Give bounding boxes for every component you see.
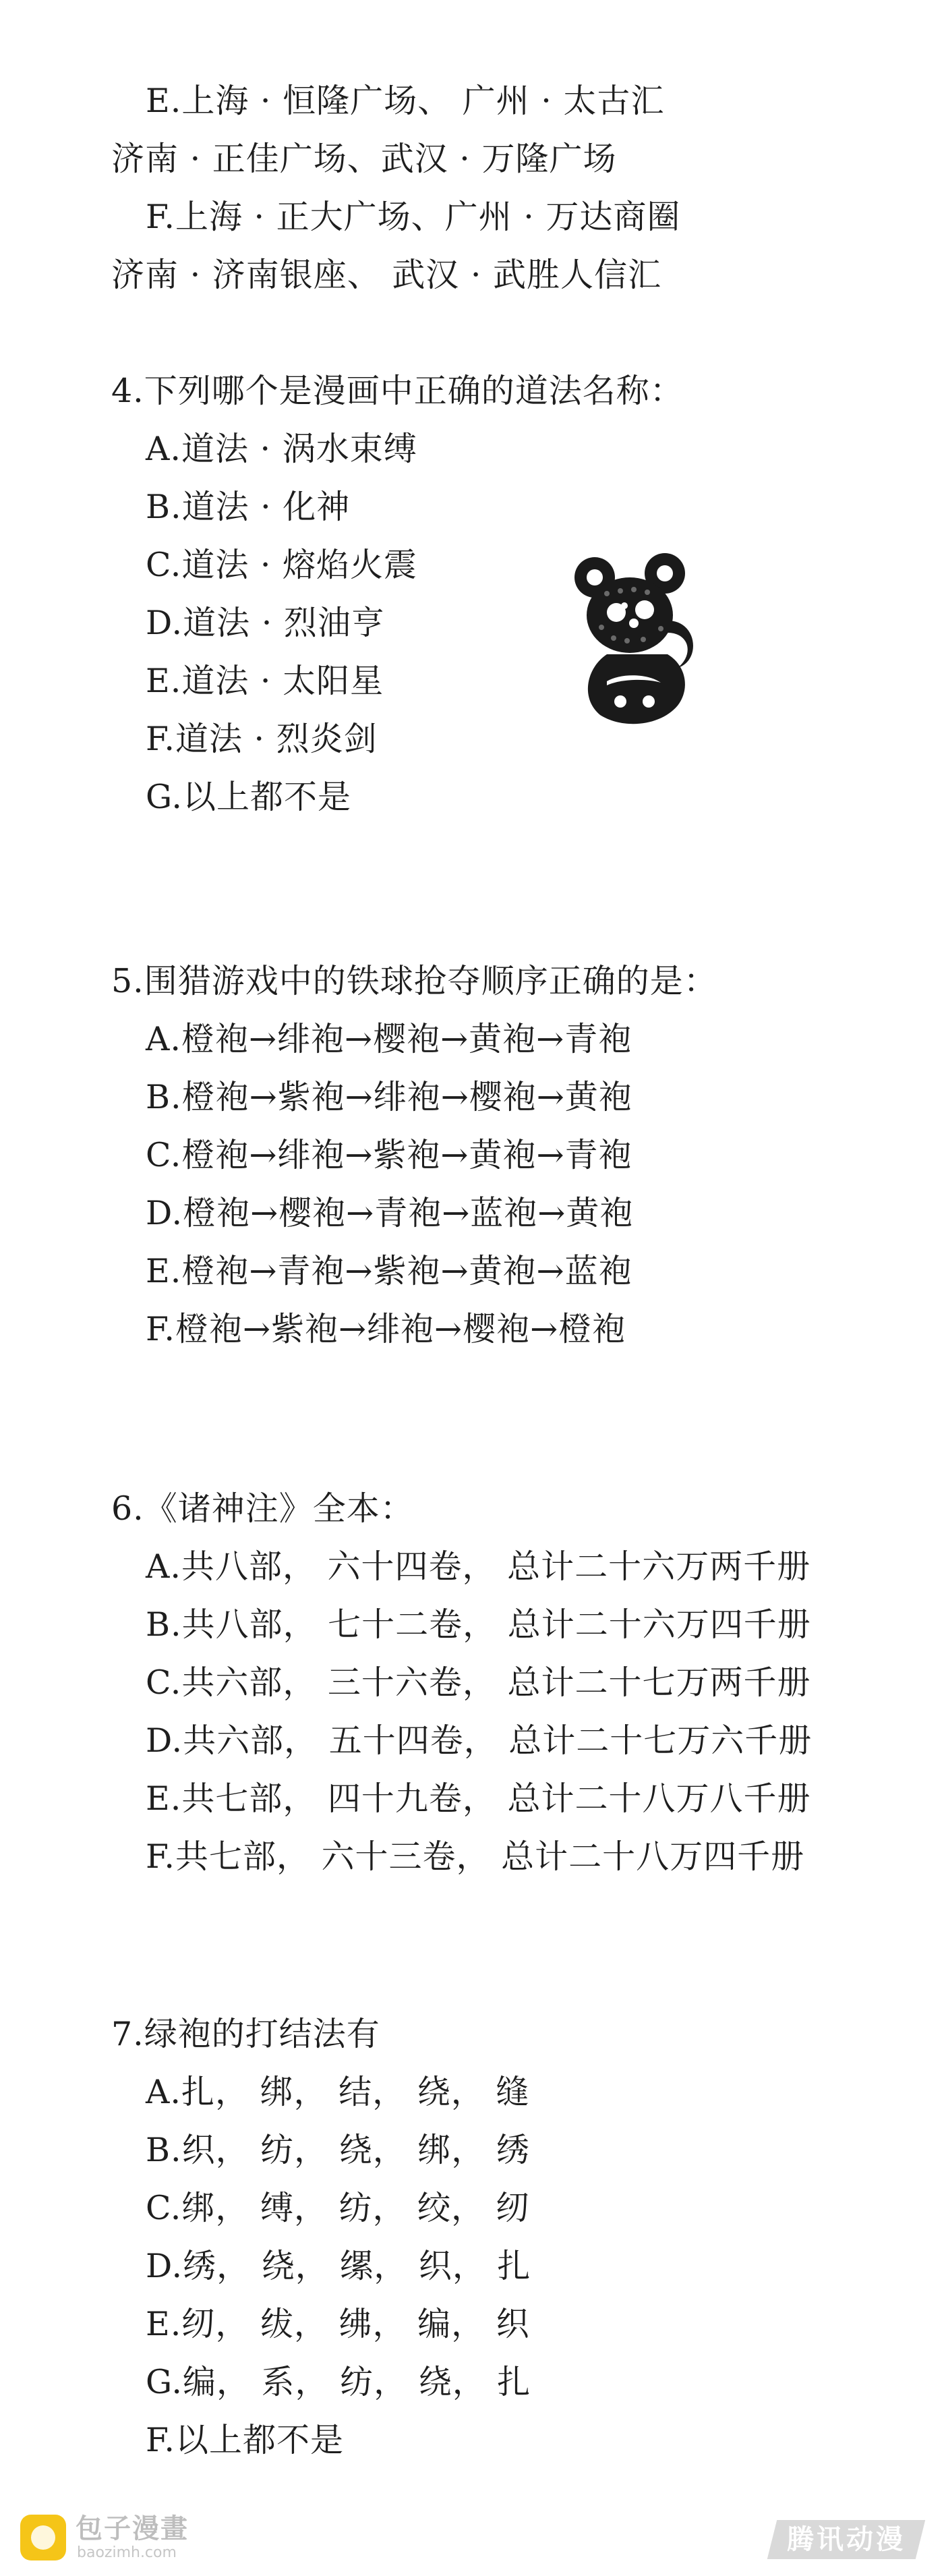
tencent-comic-label: 腾讯动漫 (787, 2524, 906, 2555)
q6-option-a: A.共八部， 六十四卷， 总计二十六万两千册 (146, 1547, 811, 1586)
q4-option-g: G.以上都不是 (146, 778, 351, 816)
q7-option-f: F.以上都不是 (146, 2421, 344, 2459)
q7-question: 7.绿袍的打结法有 (111, 2015, 380, 2053)
watermark-title: 包子漫畫 (76, 2513, 189, 2544)
q3-option-e-line2: 济南 · 正佳广场、武汉 · 万隆广场 (111, 140, 617, 178)
baozimh-watermark (20, 2512, 223, 2566)
q6-option-f: F.共七部， 六十三卷， 总计二十八万四千册 (146, 1837, 805, 1876)
q4-option-b: B.道法 · 化神 (146, 488, 351, 526)
q6-question: 6.《诸神注》全本： (111, 1489, 414, 1528)
q5-option-c: C.橙袍→绯袍→紫袍→黄袍→青袍 (146, 1136, 632, 1174)
q5-option-f: F.橙袍→紫袍→绯袍→樱袍→橙袍 (146, 1310, 626, 1348)
q3-option-e-line1: E.上海 · 恒隆广场、 广州 · 太古汇 (146, 82, 665, 120)
q7-option-e: E.纫， 绂， 绋， 编， 织 (146, 2305, 530, 2343)
q5-option-a: A.橙袍→绯袍→樱袍→黄袍→青袍 (146, 1020, 632, 1058)
q4-option-e: E.道法 · 太阳星 (146, 662, 384, 700)
q4-option-f: F.道法 · 烈炎剑 (146, 720, 378, 758)
q7-option-b: B.织， 纺， 绕， 绑， 绣 (146, 2131, 530, 2169)
q5-question: 5.围猎游戏中的铁球抢夺顺序正确的是： (111, 962, 717, 1000)
q6-option-c: C.共六部， 三十六卷， 总计二十七万两千册 (146, 1663, 811, 1702)
mascot-logo-icon (560, 553, 701, 728)
q3-option-f-line1: F.上海 · 正大广场、广州 · 万达商圈 (146, 198, 681, 236)
q7-option-g: G.编， 系， 纺， 绕， 扎 (146, 2363, 531, 2401)
q6-option-b: B.共八部， 七十二卷， 总计二十六万四千册 (146, 1605, 811, 1644)
baozi-logo-icon (20, 2515, 66, 2560)
q7-option-c: C.绑， 缚， 纺， 绞， 纫 (146, 2189, 530, 2227)
q4-option-a: A.道法 · 涡水束缚 (146, 430, 417, 468)
q5-option-e: E.橙袍→青袍→紫袍→黄袍→蓝袍 (146, 1252, 632, 1290)
q6-option-e: E.共七部， 四十九卷， 总计二十八万八千册 (146, 1779, 811, 1818)
q6-option-d: D.共六部， 五十四卷， 总计二十七万六千册 (146, 1721, 813, 1760)
q5-option-d: D.橙袍→樱袍→青袍→蓝袍→黄袍 (146, 1194, 634, 1232)
q7-option-d: D.绣， 绕， 缧， 织， 扎 (146, 2247, 531, 2285)
q3-option-f-line2: 济南 · 济南银座、 武汉 · 武胜人信汇 (111, 256, 662, 294)
q4-option-c: C.道法 · 熔焰火震 (146, 546, 418, 584)
q4-question: 4.下列哪个是漫画中正确的道法名称： (111, 372, 684, 410)
watermark-url: baozimh.com (77, 2544, 177, 2561)
tencent-comic-watermark (767, 2520, 925, 2559)
q7-option-a: A.扎， 绑， 结， 绕， 缝 (146, 2073, 530, 2111)
q4-option-d: D.道法 · 烈油亨 (146, 604, 385, 642)
q5-option-b: B.橙袍→紫袍→绯袍→樱袍→黄袍 (146, 1078, 632, 1116)
